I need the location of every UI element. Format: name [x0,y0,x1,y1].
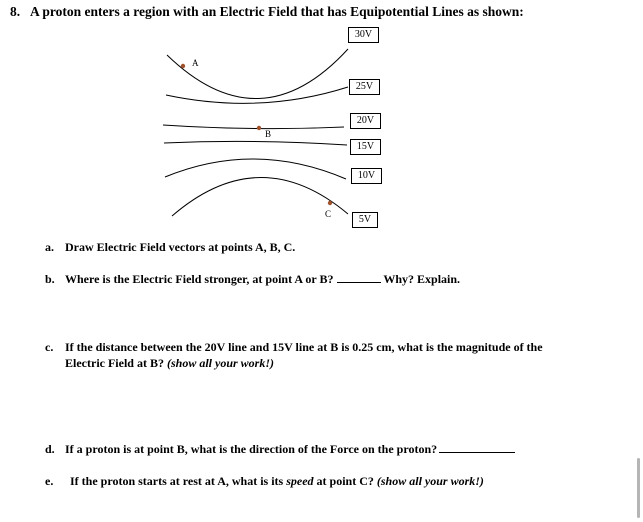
part-c-line1 [45,340,543,355]
part-c-line2 [65,356,274,371]
part-e-text-pre: If the proton starts at rest at A, what is its [70,474,287,488]
part-b [45,272,460,287]
voltage-label-10v: 10V [351,168,382,184]
part-a-label: a. [45,240,54,254]
part-b-label: b. [45,272,55,286]
point-a-dot [181,64,185,68]
point-b-label: B [265,129,272,139]
question-number: 8. [10,4,21,19]
point-a-label: A [192,58,199,68]
voltage-label-30v: 30V [348,27,379,43]
part-b-answer-blank[interactable] [337,272,381,283]
point-c-label: C [325,209,332,219]
point-b-dot [257,126,261,130]
voltage-label-20v: 20V [350,113,381,129]
equipotential-line-10v [165,159,346,179]
equipotential-line-5v [172,177,348,216]
part-d-answer-blank[interactable] [439,442,515,453]
part-a [45,240,295,255]
part-b-followup: Why? Explain. [383,272,461,286]
part-e-text-post: at point C? [313,474,377,488]
equipotential-line-30v [167,49,348,99]
part-a-text: Draw Electric Field vectors at points A, B, C. [65,240,296,254]
part-e [45,474,484,489]
voltage-label-5v: 5V [352,212,378,228]
part-c-text-line2: Electric Field at B? [65,356,167,370]
equipotential-line-20v [163,125,344,129]
part-d-label: d. [45,442,55,456]
part-e-instruction: (show all your work!) [376,474,484,488]
part-b-text: Where is the Electric Field stronger, at point A or B? [65,272,334,286]
part-c-label: c. [45,340,54,354]
part-c-instruction: (show all your work!) [166,356,275,370]
part-d [45,442,515,457]
voltage-label-15v: 15V [350,139,381,155]
question-text: A proton enters a region with an Electric Field that has Equipotential Lines as shown: [30,4,524,19]
point-c-dot [328,201,332,205]
vertical-scrollbar[interactable] [637,458,640,518]
voltage-label-25v: 25V [349,79,380,95]
part-c-text-line1: If the distance between the 20V line and 15V line at B is 0.25 cm, what is the magnitude of the [65,340,543,354]
part-e-label: e. [45,474,54,488]
part-e-italic-word: speed [286,474,314,488]
equipotential-line-25v [166,87,348,103]
equipotential-line-15v [164,141,347,145]
part-d-text: If a proton is at point B, what is the direction of the Force on the proton? [65,442,438,456]
